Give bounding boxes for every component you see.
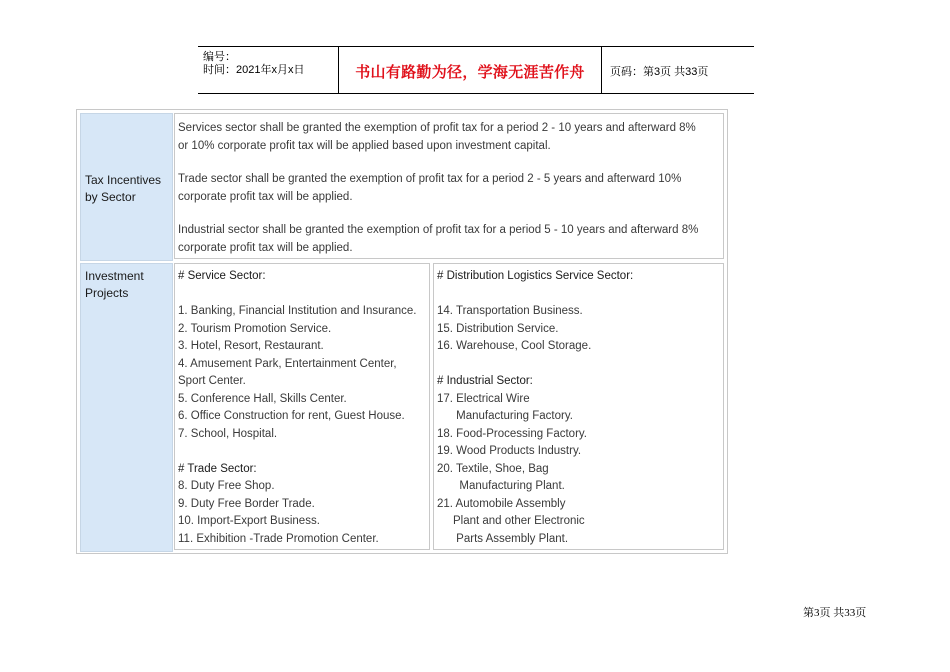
project-list-item: 9. Duty Free Border Trade. — [178, 497, 315, 510]
paragraph-trade — [178, 171, 718, 206]
project-list-item: Manufacturing Plant. — [437, 480, 565, 492]
project-list-item: Plant and other Electronic — [437, 515, 585, 527]
text-line: or 10% corporate profit tax will be applied based upon investment capital. — [178, 139, 551, 152]
page-code: 页码：第3页 共33页 — [610, 66, 709, 78]
tax-incentives-cell — [174, 113, 724, 259]
project-list-item: 21. Automobile Assembly — [437, 497, 566, 510]
label-line: by Sector — [85, 190, 136, 204]
project-list-item: 6. Office Construction for rent, Guest House. — [178, 410, 405, 422]
page-header — [198, 46, 754, 94]
project-list-item: Sport Center. — [178, 375, 246, 387]
project-list-item: 1. Banking, Financial Institution and Insurance. — [178, 305, 417, 317]
sector-heading: # Industrial Sector: — [437, 375, 533, 387]
project-list-item: 20. Textile, Shoe, Bag — [437, 462, 549, 475]
text-line: Services sector shall be granted the exemption of profit tax for a period 2 - 10 years and afterward 8% — [178, 122, 696, 134]
logistics-industrial-sectors-cell — [433, 263, 724, 550]
project-list-item: 5. Conference Hall, Skills Center. — [178, 392, 347, 405]
project-list-item: 7. School, Hospital. — [178, 427, 278, 440]
project-list-item: 11. Exhibition -Trade Promotion Center. — [178, 532, 379, 545]
row-label-text — [85, 268, 144, 302]
row-label-investment-projects — [80, 263, 173, 552]
project-list-item: 19. Wood Products Industry. — [437, 445, 582, 457]
text-line: Industrial sector shall be granted the exemption of profit tax for a period 5 - 10 years and afterward 8% — [178, 224, 699, 236]
incentives-table — [76, 109, 728, 554]
service-trade-sectors-cell — [174, 263, 430, 550]
row-label-tax-incentives — [80, 113, 173, 261]
project-list-item: Parts Assembly Plant. — [437, 532, 569, 545]
sector-heading: # Service Sector: — [178, 270, 266, 282]
project-list-item: 4. Amusement Park, Entertainment Center, — [178, 357, 397, 370]
paragraph-services — [178, 120, 718, 155]
text-line: corporate profit tax will be applied. — [178, 190, 353, 203]
number-label: 编号： — [203, 51, 236, 63]
sector-heading: # Trade Sector: — [178, 462, 257, 475]
project-list-item: 15. Distribution Service. — [437, 322, 559, 335]
row-label-text — [85, 172, 161, 206]
project-list-item: 8. Duty Free Shop. — [178, 480, 275, 492]
project-list-item: 2. Tourism Promotion Service. — [178, 322, 332, 335]
project-list-item: 17. Electrical Wire — [437, 392, 530, 405]
motto-text: 书山有路勤为径，学海无涯苦作舟 — [355, 64, 585, 81]
sector-heading: # Distribution Logistics Service Sector: — [437, 270, 634, 282]
header-motto-cell — [339, 47, 602, 93]
project-list-item: 18. Food-Processing Factory. — [437, 427, 587, 440]
label-line: Investment — [85, 269, 144, 283]
paragraph-industrial — [178, 222, 718, 257]
label-line: Projects — [85, 286, 129, 300]
time-label: 时间：2021年x月x日 — [203, 64, 305, 76]
project-list-item: 14. Transportation Business. — [437, 305, 583, 317]
label-line: Tax Incentives — [85, 173, 162, 187]
project-list-item: 16. Warehouse, Cool Storage. — [437, 340, 592, 352]
project-list-item: 3. Hotel, Resort, Restaurant. — [178, 340, 324, 352]
header-meta-cell — [198, 47, 339, 93]
project-list-item: 10. Import-Export Business. — [178, 515, 320, 527]
text-line: Trade sector shall be granted the exemption of profit tax for a period 2 - 5 years and afterward 10% — [178, 173, 682, 185]
project-list-item: Manufacturing Factory. — [437, 410, 573, 422]
header-page-cell — [602, 47, 754, 93]
footer-page-number: 第3页 共33页 — [803, 607, 867, 619]
text-line: corporate profit tax will be applied. — [178, 241, 353, 254]
